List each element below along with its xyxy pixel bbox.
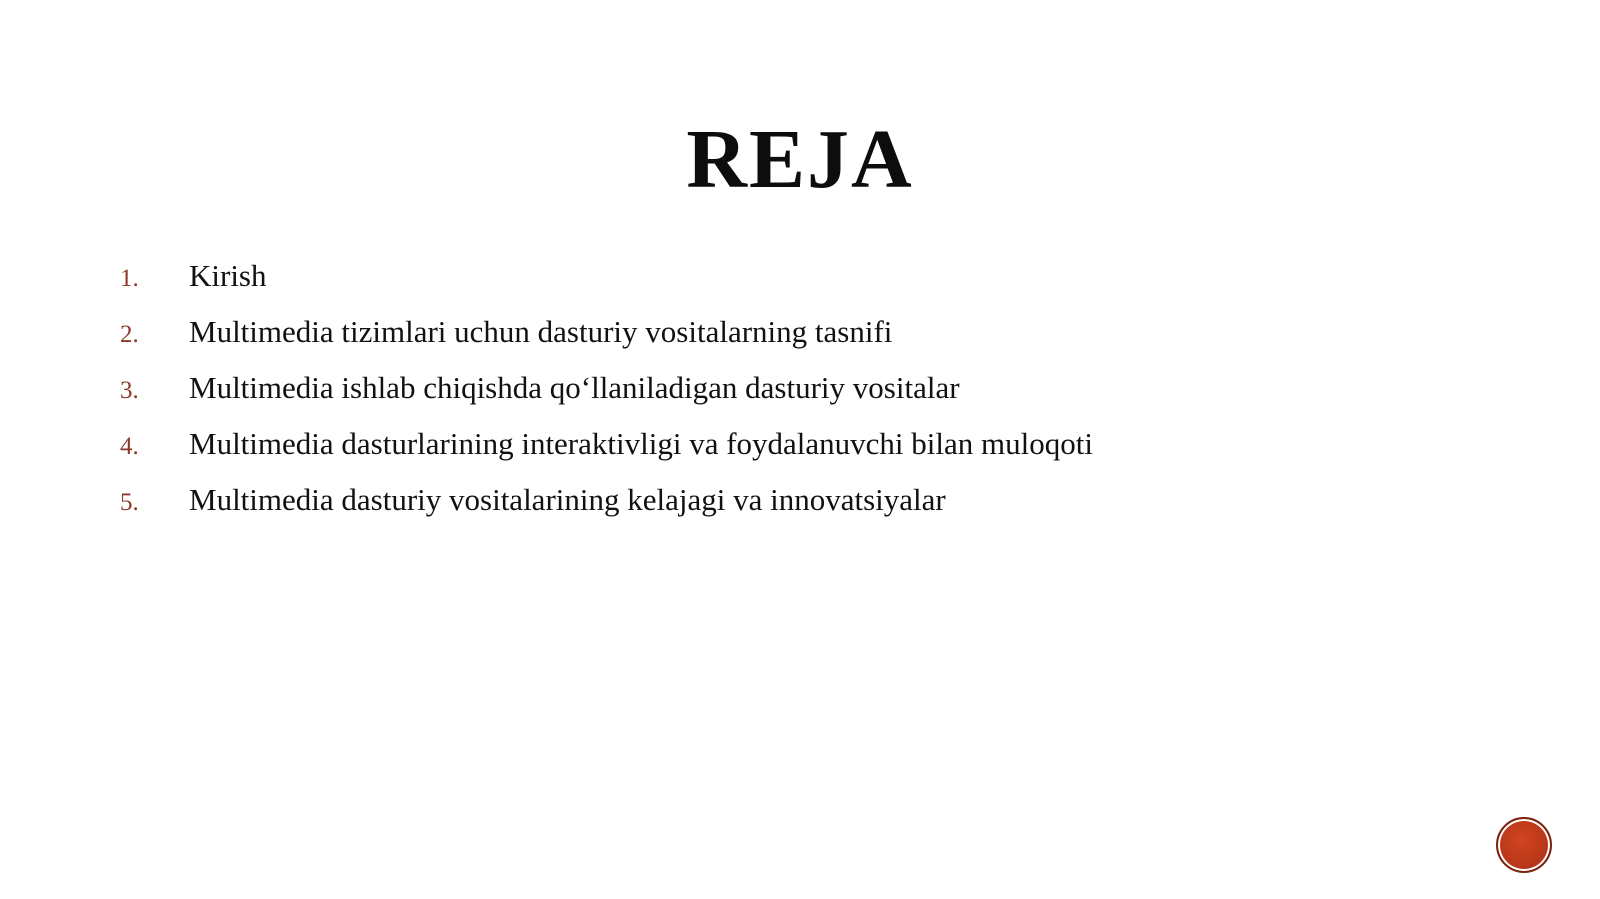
list-item-number: 4. <box>120 433 139 460</box>
list-item <box>120 482 1420 538</box>
list-item-text: Multimedia dasturlarining interaktivligi va foydalanuvchi bilan muloqoti <box>189 426 1093 461</box>
list-item-text: Multimedia ishlab chiqishda qo‘llaniladigan dasturiy vositalar <box>189 370 960 405</box>
circle-button-icon[interactable] <box>1496 817 1552 873</box>
list-item <box>120 426 1420 482</box>
list-item-number: 1. <box>120 265 139 292</box>
list-item <box>120 314 1420 370</box>
slide-title: REJA <box>686 113 914 206</box>
list-item-text: Multimedia tizimlari uchun dasturiy vositalarning tasnifi <box>189 314 893 349</box>
list-item-number: 5. <box>120 489 139 516</box>
list-item-number: 3. <box>120 377 139 404</box>
list-item-text: Kirish <box>189 258 267 293</box>
list-item-number: 2. <box>120 321 139 348</box>
plan-list <box>120 258 1420 538</box>
list-item <box>120 370 1420 426</box>
list-item-text: Multimedia dasturiy vositalarining kelajagi va innovatsiyalar <box>189 482 946 517</box>
list-item <box>120 258 1420 314</box>
